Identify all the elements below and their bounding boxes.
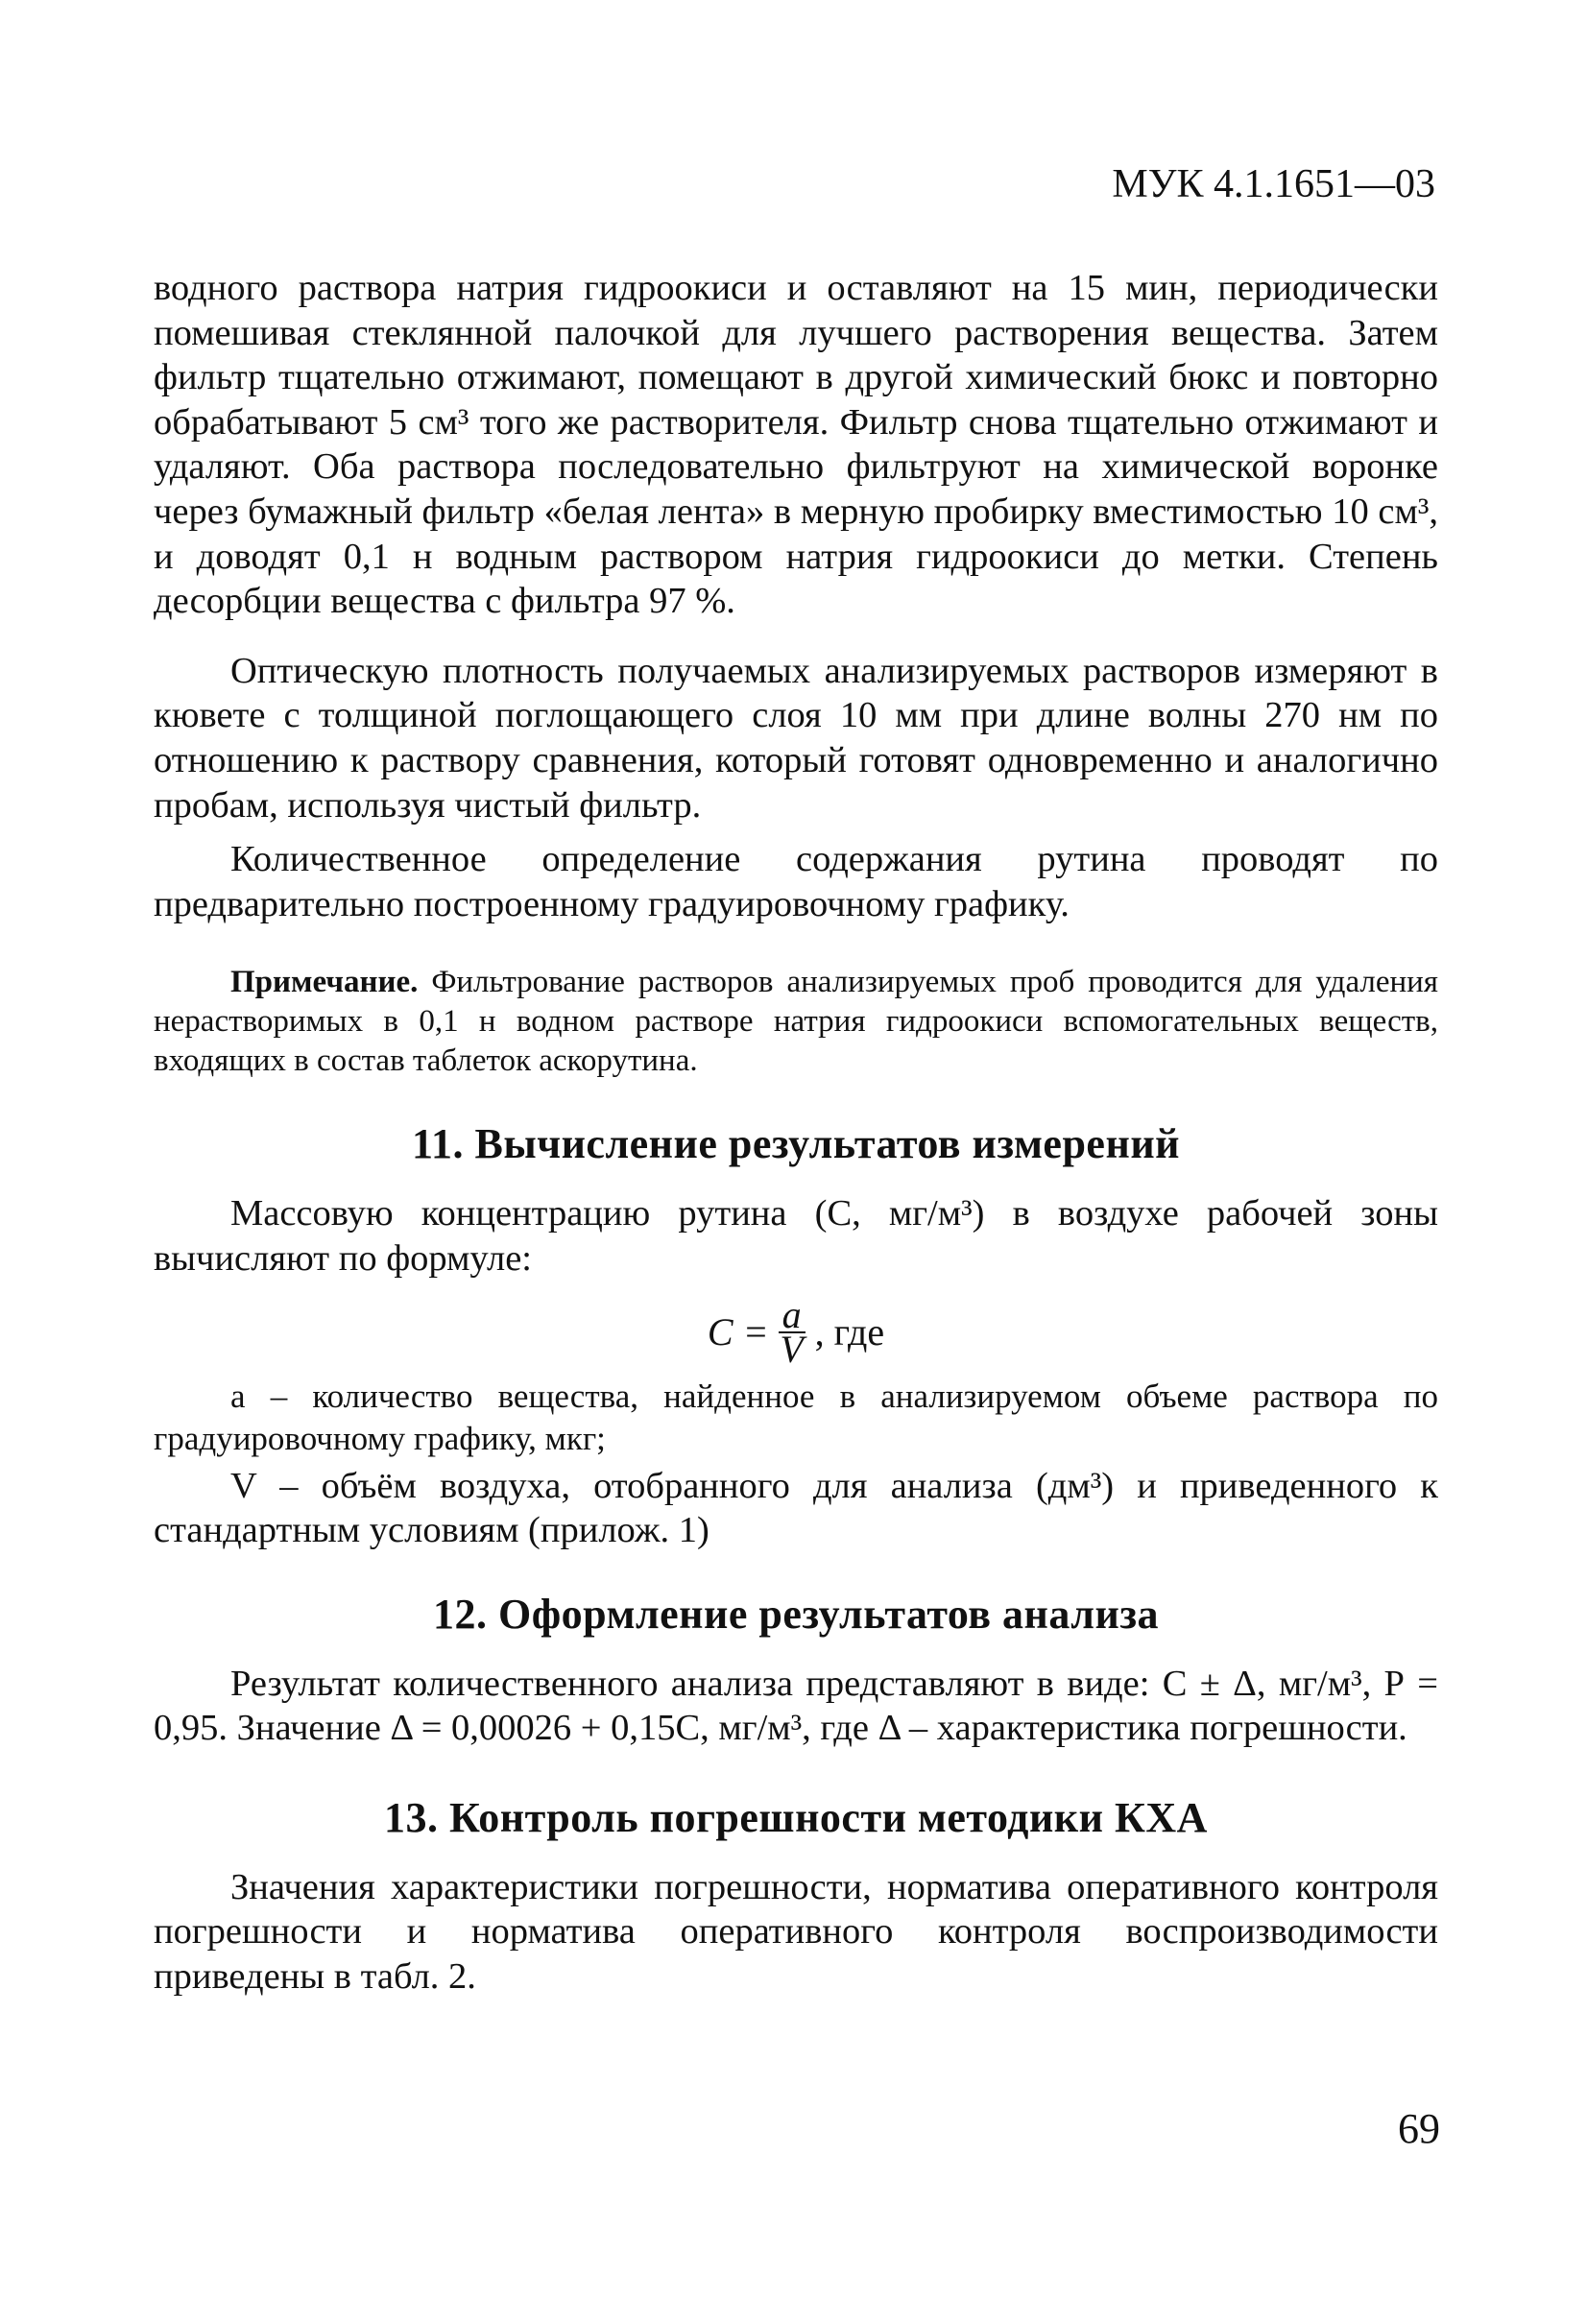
definition-a: а – количество вещества, найденное в анализируемом объеме раствора по градуировочному графику, мкг; <box>154 1377 1438 1457</box>
section-11-heading: 11. Вычисление результатов измерений <box>411 1120 1181 1168</box>
formula-suffix: , где <box>814 1310 885 1354</box>
section-12-text: Результат количественного анализа представляют в виде: С ± Δ, мг/м³, Р = 0,95. Значение Δ = 0,00026 + 0,15С, мг/м³, где Δ – характеристика погрешности. <box>154 1663 1438 1749</box>
section-13-text: Значения характеристики погрешности, норматива оперативного контроля погрешности и норматива оперативного контроля воспроизводимости приведены в табл. 2. <box>154 1866 1438 1998</box>
page-number: 69 <box>1398 2105 1440 2152</box>
definition-v: V – объём воздуха, отобранного для анализа (дм³) и приведенного к стандартным условиям (прилож. 1) <box>154 1465 1438 1551</box>
document-body <box>154 266 1438 2000</box>
formula-numerator: a <box>779 1299 806 1333</box>
section-11-intro: Массовую концентрацию рутина (С, мг/м³) в воздухе рабочей зоны вычисляют по формуле: <box>154 1193 1438 1279</box>
formula-denominator: V <box>780 1327 804 1371</box>
paragraph-optical-density: Оптическую плотность получаемых анализируемых растворов измеряют в кювете с толщиной поглощающего слоя 10 мм при длине волны 270 нм по отношению к раствору сравнения, который готовят одновременно и аналогично пробам, используя чистый фильтр. <box>154 650 1438 826</box>
note-label: Примечание. <box>230 965 419 1000</box>
paragraph-quantitative: Количественное определение содержания рутина проводят по предварительно построенному градуировочному графику. <box>154 839 1438 924</box>
section-13-heading: 13. Контроль погрешности методики КХА <box>384 1793 1208 1841</box>
paragraph-desorption: водного раствора натрия гидроокиси и оставляют на 15 мин, периодически помешивая стеклянной палочкой для лучшего растворения вещества. Затем фильтр тщательно отжимают, помещают в другой химический бюкс и повторно обрабатывают 5 см³ того же растворителя. Фильтр снова тщательно отжимают и удаляют. Оба раствора последовательно фильтруют на химической воронке через бумажный фильтр «белая лента» в мерную пробирку вместимостью 10 см³, и доводят 0,1 н водным раствором натрия гидроокиси до метки. Степень десорбции вещества с фильтра 97 %. <box>154 268 1438 622</box>
section-12-heading: 12. Оформление результатов анализа <box>433 1590 1159 1638</box>
formula-lhs: C = <box>707 1310 769 1354</box>
note-text: Фильтрование растворов анализируемых проб проводится для удаления нерастворимых в 0,1 н водном растворе натрия гидроокиси вспомогательных веществ, входящих в состав таблеток аскорутина. <box>154 965 1438 1079</box>
note <box>154 963 1438 1081</box>
formula <box>154 1292 1438 1371</box>
document-code-header: МУК 4.1.1651—03 <box>1112 162 1435 206</box>
